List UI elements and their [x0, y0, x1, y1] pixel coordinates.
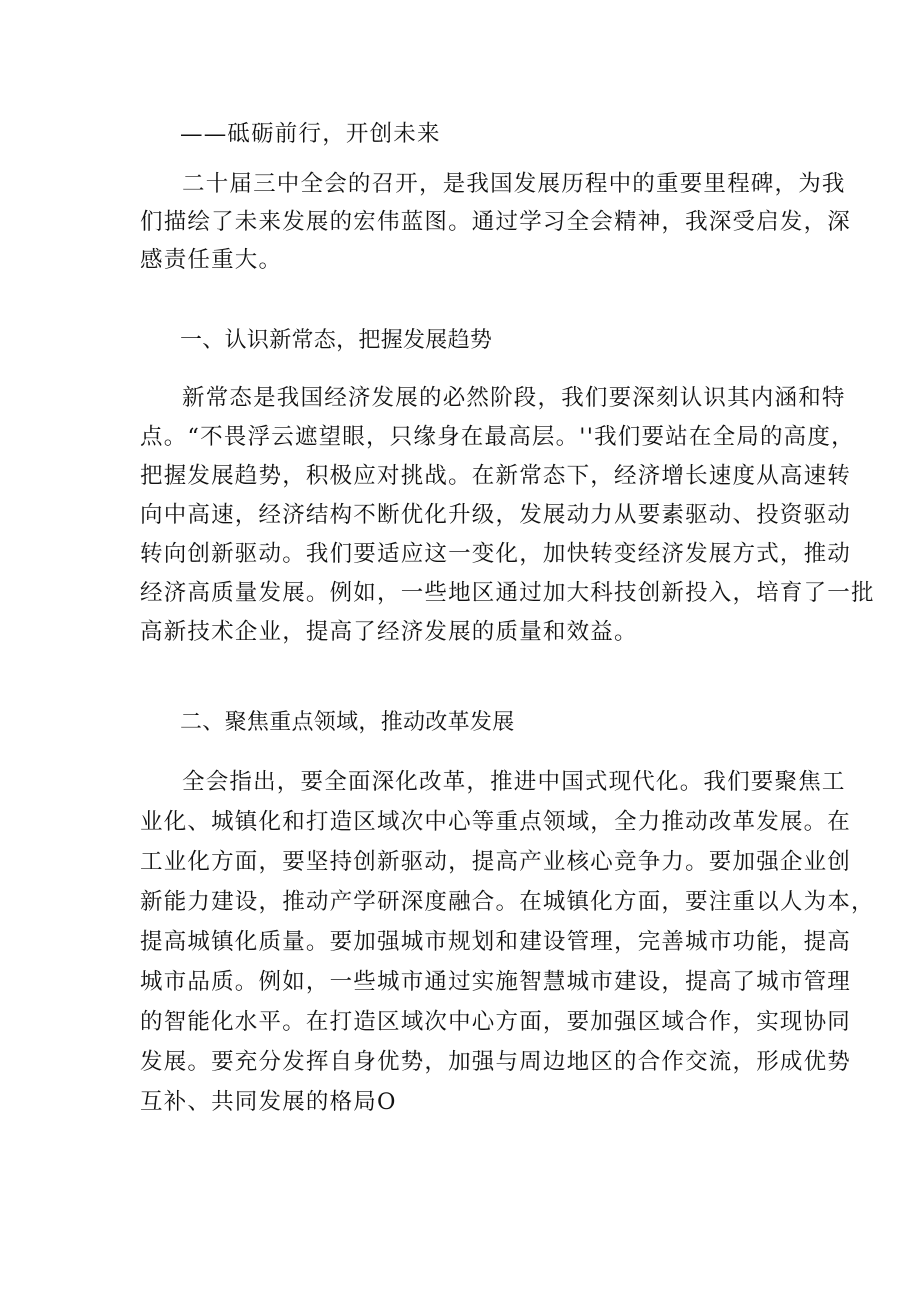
intro-line-3: 感责任重大。	[140, 247, 283, 273]
section1-line-5: 转向创新驱动。我们要适应这一变化，加快转变经济发展方式，推动	[140, 541, 852, 567]
section1-line-2: 点。“不畏浮云遮望眼，只缘身在最高层。''我们要站在全局的高度，	[140, 424, 855, 450]
section2-line-5: 提高城镇化质量。要加强城市规划和建设管理，完善城市功能，提高	[140, 929, 852, 955]
section2-line-1: 全会指出，要全面深化改革，推进中国式现代化。我们要聚焦工	[182, 769, 846, 795]
section2-line-4: 新能力建设，推动产学研深度融合。在城镇化方面，要注重以人为本，	[140, 889, 875, 915]
intro-line-1: 二十届三中全会的召开，是我国发展历程中的重要里程碑，为我	[182, 171, 846, 197]
section2-line-7: 的智能化水平。在打造区域次中心方面，要加强区域合作，实现协同	[140, 1009, 852, 1035]
intro-line-2: 们描绘了未来发展的宏伟蓝图。通过学习全会精神，我深受启发，深	[140, 209, 852, 235]
section2-heading: 二、聚焦重点领域，推动改革发展	[180, 710, 515, 735]
section1-heading: 一、认识新常态，把握发展趋势	[180, 328, 493, 353]
section2-line-3: 工业化方面，要坚持创新驱动，提高产业核心竞争力。要加强企业创	[140, 849, 852, 875]
section1-line-1: 新常态是我国经济发展的必然阶段，我们要深刻认识其内涵和特	[182, 385, 846, 411]
section2-line-6: 城市品质。例如，一些城市通过实施智慧城市建设，提高了城市管理	[140, 969, 852, 995]
document-subtitle: ——砥砺前行，开创未来	[180, 121, 441, 147]
section2-line-2: 业化、城镇化和打造区域次中心等重点领域，全力推动改革发展。在	[140, 809, 852, 835]
section1-line-7: 高新技术企业，提高了经济发展的质量和效益。	[140, 619, 638, 645]
section2-line-9: 互补、共同发展的格局O	[140, 1089, 397, 1115]
section1-line-6: 经济高质量发展。例如，一些地区通过加大科技创新投入，培育了一批	[140, 580, 875, 606]
section1-line-4: 向中高速，经济结构不断优化升级，发展动力从要素驱动、投资驱动	[140, 502, 852, 528]
section1-line-3: 把握发展趋势，积极应对挑战。在新常态下，经济增长速度从高速转	[140, 463, 852, 489]
section2-line-8: 发展。要充分发挥自身优势，加强与周边地区的合作交流，形成优势	[140, 1049, 852, 1075]
